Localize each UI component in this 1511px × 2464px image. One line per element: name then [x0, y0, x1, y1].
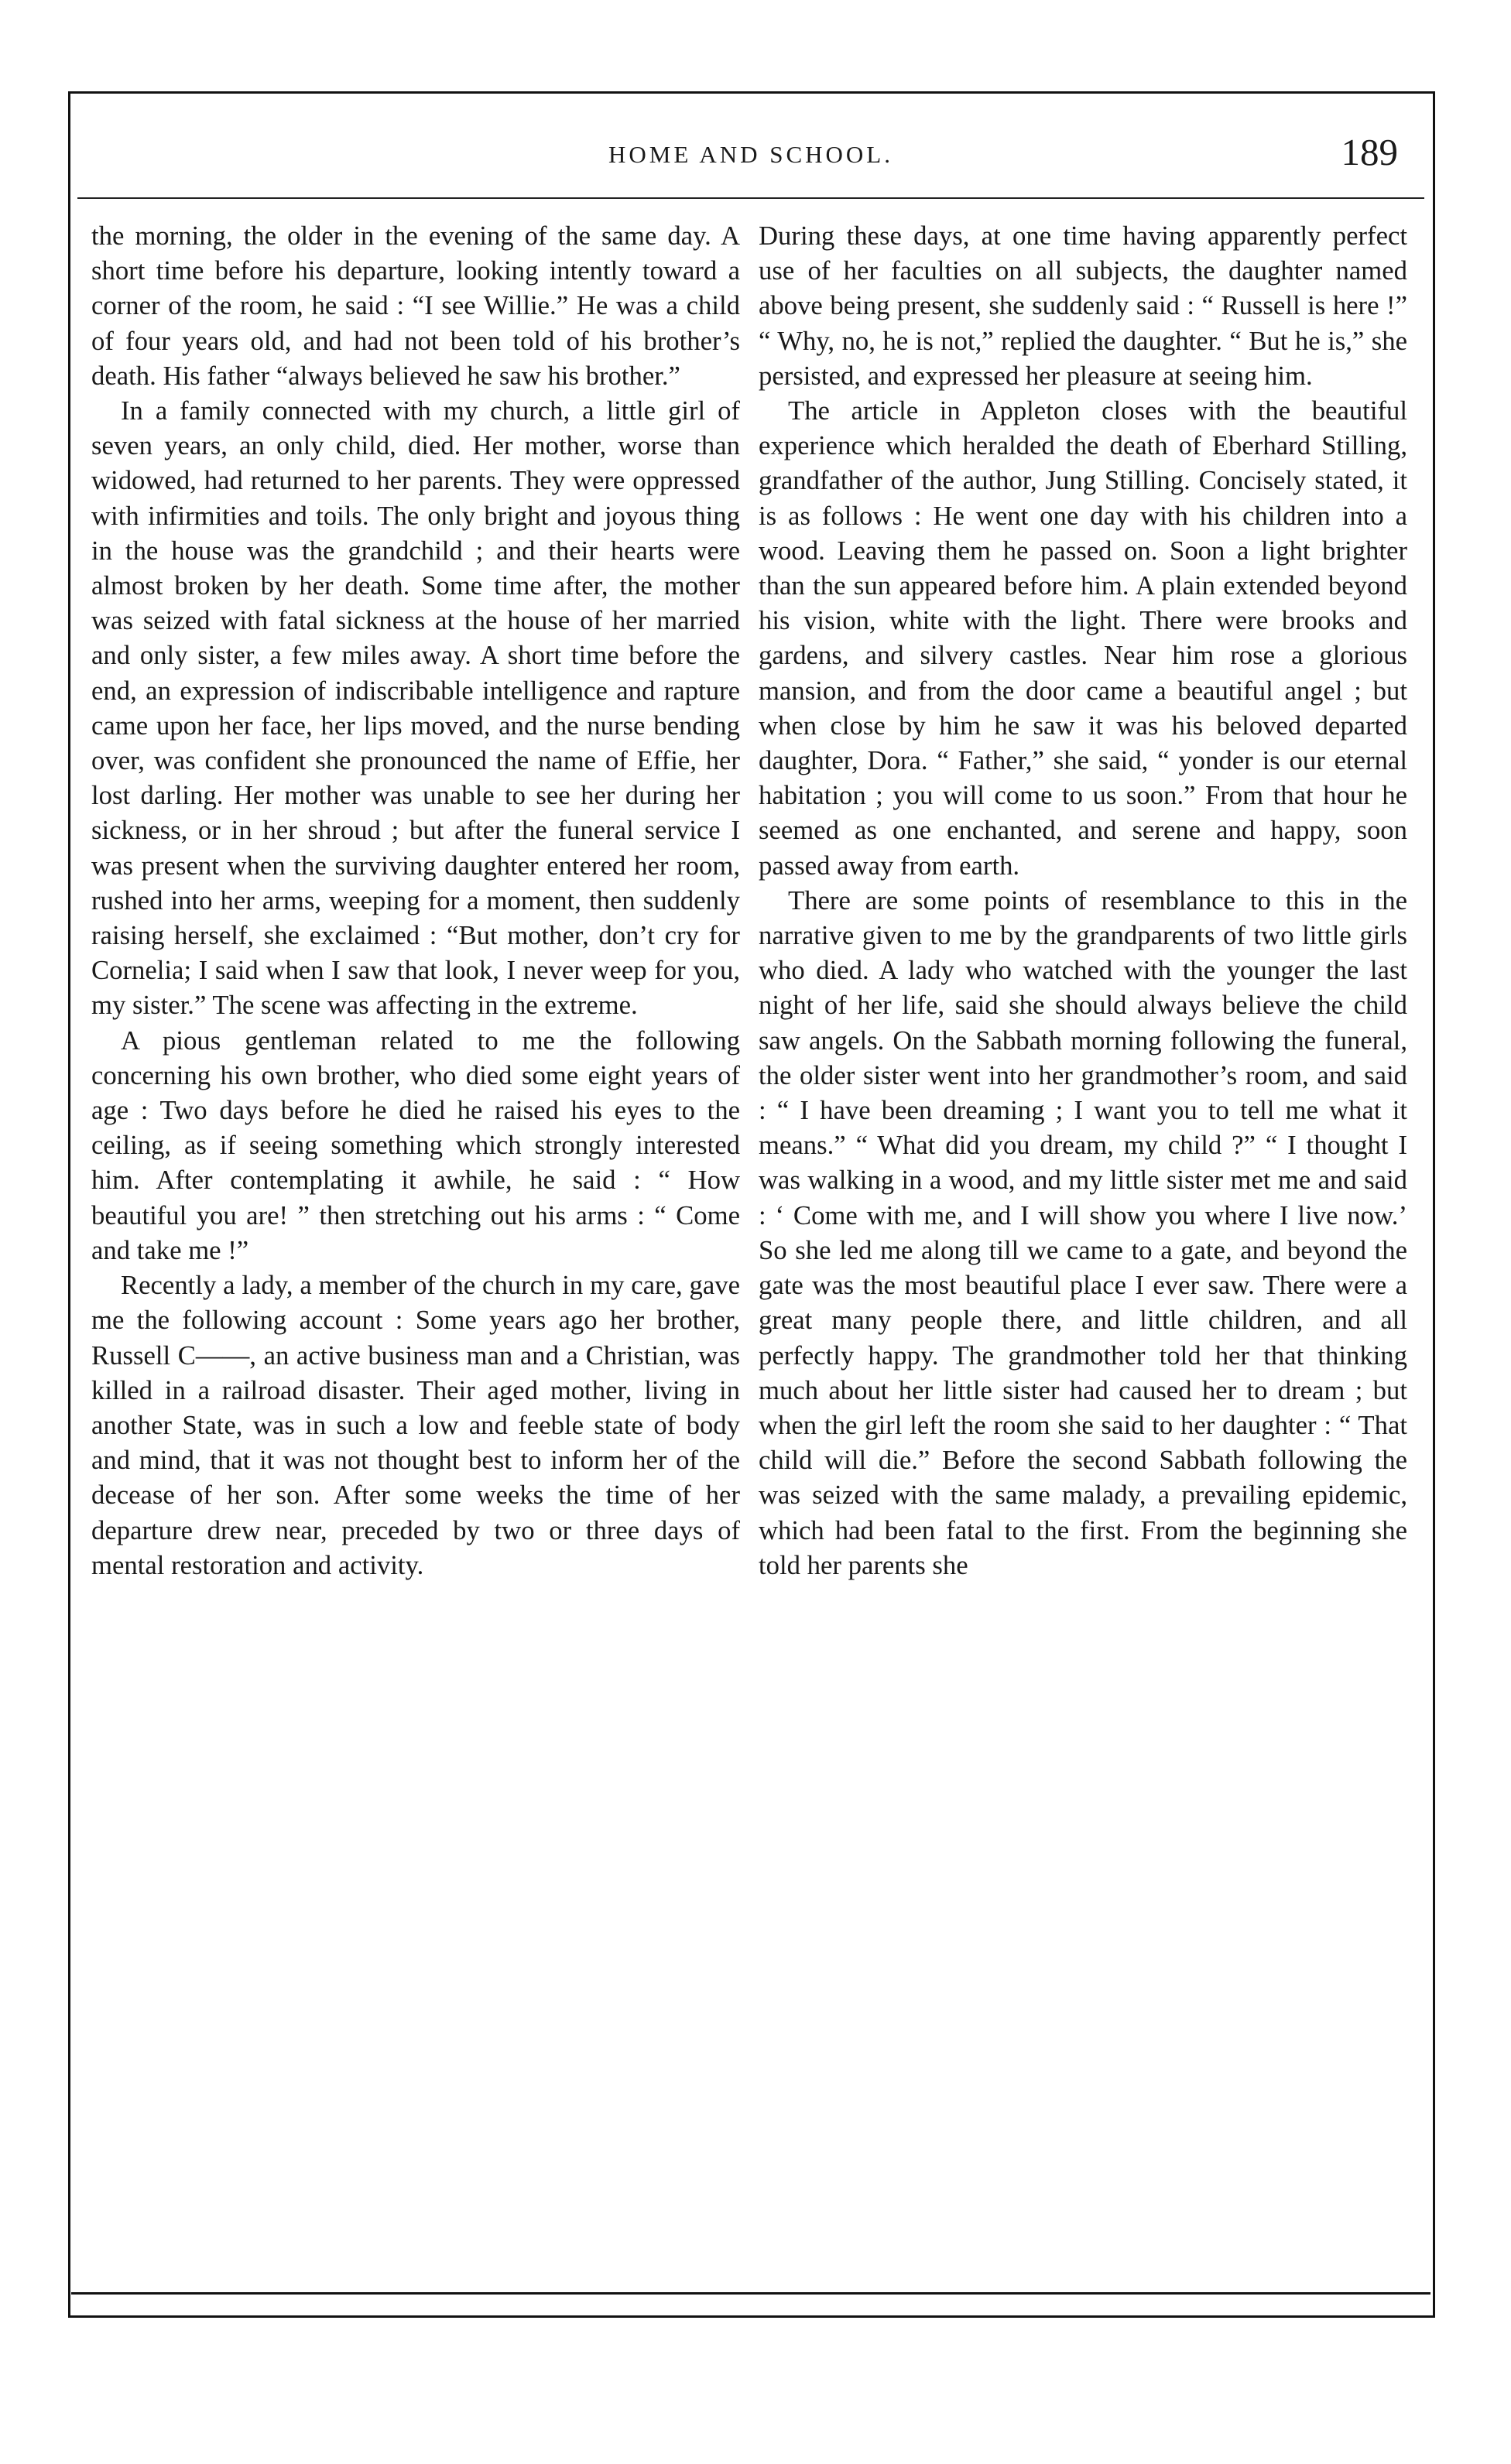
header-rule: [77, 197, 1424, 199]
paragraph: A pious gentleman related to me the following concerning his own brother, who died some eight years of age : Two days before he died he raised his eyes to the ceiling, as if seeing something which strongly interested him. After contemplating it awhile, he said : “ How beautiful you are! ” then stretching out his arms : “ Come and take me !”: [91, 1025, 740, 1265]
footer-rule: [71, 2292, 1430, 2295]
paragraph: Recently a lady, a member of the church in my care, gave me the following account : Some years ago her brother, Russell C——, an active business man and a Christian, was killed in a railroad disaster. Their aged mother, living in another State, was in such a low and feeble state of body and mind, that it was not thought best to inform her of the decease of her son. After some weeks the time of her departure drew near, preceded by two or three days of mental restoration and activity.: [91, 1270, 740, 1580]
paragraph: The article in Appleton closes with the beautiful experience which heralded the death of Eberhard Stilling, grandfather of the author, Jung Stilling. Concisely stated, it is as follows : He went one day with his children into a wood. Leaving them he passed on. Soon a light brighter than the sun appeared before him. A plain extended beyond his vision, white with the light. There were brooks and gardens, and silvery castles. Near him rose a glorious mansion, and from the door came a beautiful angel ; but when close by him he saw it was his beloved departed daughter, Dora. “ Father,” she said, “ yonder is our eternal habitation ; you will come to us soon.” From that hour he seemed as one enchanted, and serene and happy, soon passed away from earth.: [759, 395, 1407, 881]
running-title: HOME AND SCHOOL.: [608, 141, 893, 168]
page-border-top: [68, 91, 1434, 94]
paragraph: During these days, at one time having apparently perfect use of her faculties on all subjects, the daughter named above being present, she suddenly said : “ Russell is here !” “ Why, no, he is not,” replied the daughter. “ But he is,” she persisted, and expressed her pleasure at seeing him.: [759, 221, 1407, 391]
left-column: [91, 218, 740, 2308]
paragraph: There are some points of resemblance to this in the narrative given to me by the grandparents of two little girls who died. A lady who watched with the younger the last night of her life, said she should always believe the child saw angels. On the Sabbath morning following the funeral, the older sister went into her grandmother’s room, and said : “ I have been dreaming ; I want you to tell me what it means.” “ What did you dream, my child ?” “ I thought I was walking in a wood, and my little sister met me and said : ‘ Come with me, and I will show you where I live now.’ So she led me along till we came to a gate, and beyond the gate was the most beautiful place I ever saw. There were a great many people there, and little children, and all perfectly happy. The grandmother told her that thinking much about her little sister had caused her to dream ; but when the girl left the room she said to her daughter : “ That child will die.” Before the second Sabbath following the was seized with the same malady, a prevailing epidemic, which had been fatal to the first. From the beginning she told her parents she: [759, 885, 1407, 1580]
paragraph: In a family connected with my church, a little girl of seven years, an only child, died. Her mother, worse than widowed, had returned to her parents. They were oppressed with infirmities and toils. The only bright and joyous thing in the house was the grandchild ; and their hearts were almost broken by her death. Some time after, the mother was seized with fatal sickness at the house of her married and only sister, a few miles away. A short time before the end, an expression of indiscribable intelligence and rapture came upon her face, her lips moved, and the nurse bending over, was confident she pronounced the name of Effie, her lost darling. Her mother was unable to see her during her sickness, or in her shroud ; but after the funeral service I was present when the surviving daughter entered her room, rushed into her arms, weeping for a moment, then suddenly raising herself, she exclaimed : “But mother, don’t cry for Cornelia; I said when I saw that look, I never weep for you, my sister.” The scene was affecting in the extreme.: [91, 395, 740, 1021]
paragraph: the morning, the older in the evening of the same day. A short time before his departure, looking intently toward a corner of the room, he said : “I see Willie.” He was a child of four years old, and had not been told of his brother’s death. His father “always believed he saw his brother.”: [91, 221, 740, 391]
page-number: 189: [1341, 131, 1398, 173]
right-column: [759, 218, 1407, 2308]
running-head: [77, 130, 1424, 184]
